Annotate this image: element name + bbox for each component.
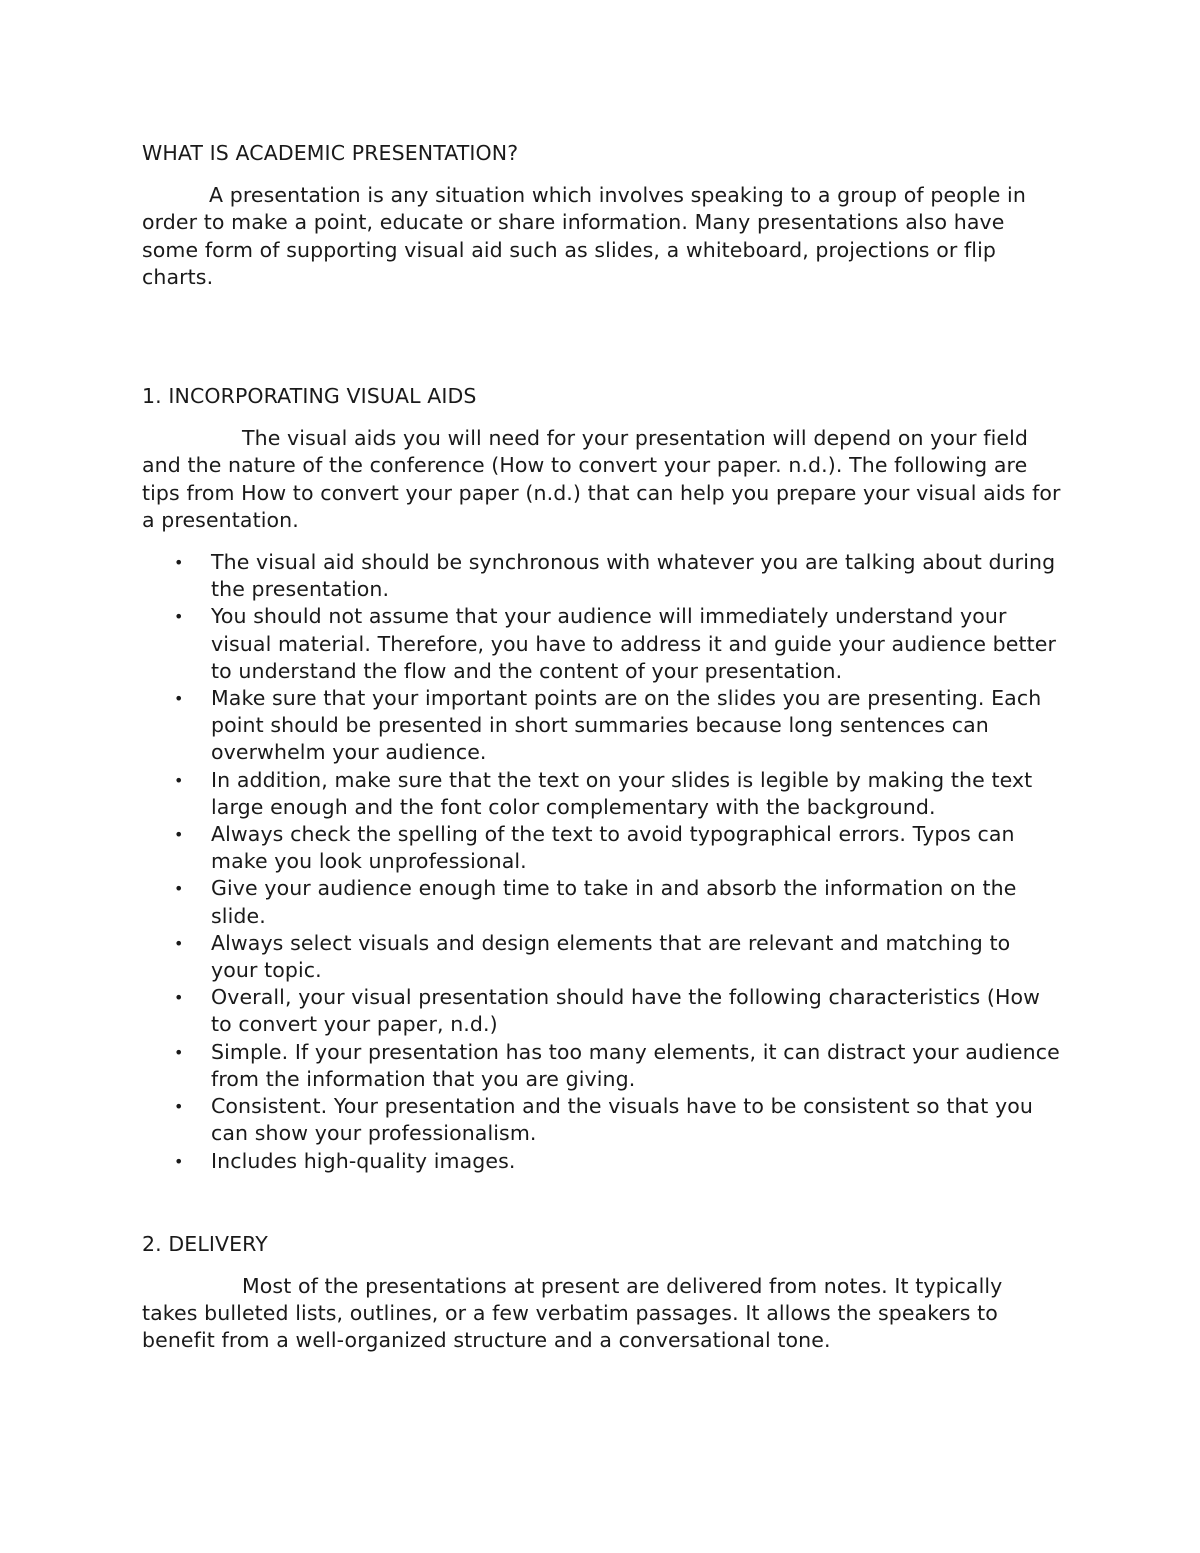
list-item [142, 984, 1062, 1038]
delivery-paragraph: Most of the presentations at present are delivered from notes. It typically takes bulleted lists, outlines, or a few verbatim passages. It allows the speakers to benefit from a well-organized structure and a conversational tone. [142, 1273, 1003, 1353]
bullet-icon: • [174, 1042, 184, 1062]
bullet-icon: • [174, 770, 184, 790]
bullet-icon: • [174, 1151, 184, 1171]
list-item-text: Make sure that your important points are on the slides you are presenting. Each point should be presented in short summaries because long sentences can overwhelm your audience. [211, 686, 1042, 765]
list-item-text: In addition, make sure that the text on your slides is legible by making the text large enough and the font color complementary with the background. [211, 767, 1033, 819]
list-item [142, 1093, 1062, 1147]
document-page [142, 140, 1062, 1355]
spacer [142, 291, 1062, 383]
bullet-icon: • [174, 879, 184, 899]
bullet-icon: • [174, 933, 184, 953]
bullet-icon: • [174, 988, 184, 1008]
section-heading-delivery: 2. DELIVERY [142, 1231, 268, 1256]
list-item [142, 685, 1062, 767]
visual-aids-tips-list [142, 549, 1062, 1175]
section-heading-intro: WHAT IS ACADEMIC PRESENTATION? [142, 141, 519, 165]
list-item-text: Give your audience enough time to take in and absorb the information on the slide. [211, 876, 1017, 928]
spacer [142, 1175, 1062, 1231]
bullet-icon: • [174, 1097, 184, 1117]
list-item-text: Includes high-quality images. [211, 1148, 516, 1173]
intro-paragraph: A presentation is any situation which involves speaking to a group of people in order to make a point, educate or share information. Many presentations also have some form of supporting visual aid such as slides, a whiteboard, projections or flip charts. [142, 183, 1026, 289]
list-item [142, 603, 1062, 685]
visual-aids-paragraph: The visual aids you will need for your presentation will depend on your field and the nature of the conference (How to convert your paper. n.d.). The following are tips from How to convert your paper (n.d.) that can help you prepare your visual aids for a presentation. [142, 426, 1061, 532]
bullet-icon: • [174, 825, 184, 845]
list-item [142, 549, 1062, 603]
list-item [142, 930, 1062, 984]
bullet-icon: • [174, 607, 184, 627]
list-item [142, 767, 1062, 821]
bullet-icon: • [174, 689, 184, 709]
bullet-icon: • [174, 553, 184, 573]
list-item-text: Always select visuals and design elements that are relevant and matching to your topic. [211, 930, 1011, 983]
list-item-text: The visual aid should be synchronous with whatever you are talking about during the presentation. [211, 550, 1056, 602]
list-item [142, 1039, 1062, 1093]
list-item-text: Simple. If your presentation has too many elements, it can distract your audience from the information that you are giving. [211, 1039, 1060, 1091]
list-item-text: Overall, your visual presentation should have the following characteristics (How to convert your paper, n.d.) [211, 985, 1041, 1037]
list-item-text: You should not assume that your audience will immediately understand your visual material. Therefore, you have to address it and guide your audience better to understand the flow and the content of your presentation. [211, 604, 1057, 683]
list-item [142, 875, 1062, 929]
list-item [142, 821, 1062, 875]
list-item [142, 1148, 1062, 1175]
list-item-text: Always check the spelling of the text to avoid typographical errors. Typos can make you look unprofessional. [211, 822, 1015, 874]
section-heading-visual-aids: 1. INCORPORATING VISUAL AIDS [142, 384, 477, 409]
list-item-text: Consistent. Your presentation and the visuals have to be consistent so that you can show your professionalism. [211, 1094, 1033, 1146]
